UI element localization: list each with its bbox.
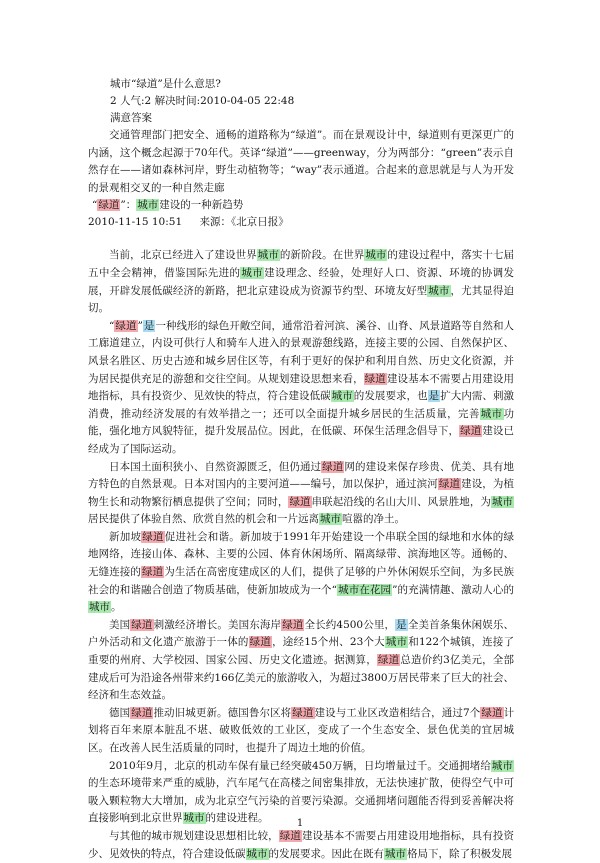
text-run: 计划将百年来原本脏乱不堪、破败低效的工业区，变成了一个生态安全、景色优美的宜居城区。在改善人民生活质量的同时，也提升了周边土地的价值。: [88, 706, 515, 754]
text-run: 建设基本不需要占用建设用地指标，具有投资少、见效快的特点，符合建设低碳: [88, 829, 515, 860]
highlight-city: 城市: [385, 847, 406, 860]
text-run: ”: [137, 319, 143, 332]
text-run: 喧嚣的净土。: [342, 513, 405, 526]
text-run: 功能，强化地方风貌特征，提升发展品位。因此，在低碳、环保生活理念倡导下，: [88, 407, 515, 438]
highlight-city: 城市: [320, 513, 341, 526]
text-run: 建设已经成为了国际运动。: [88, 425, 515, 455]
highlight-city: 城市: [246, 847, 268, 860]
highlight-city: 城市: [183, 812, 205, 825]
text-run: ，尤其显得迫切。: [88, 284, 515, 315]
article-source: 来源：《北京日报》: [199, 216, 289, 229]
article-title: “绿道”：城市建设的一种新趋势: [92, 199, 244, 212]
text-run: 与其他的城市规划建设思想相比较，: [109, 829, 279, 842]
text-run: 的建设进程。: [205, 812, 269, 825]
text-run: 总造价约3亿美元，全部建成后可为沿途各州带来约166亿美元的旅游收入，为超过3800万居民带来了巨大的社会、经济和生态效益。: [88, 654, 515, 702]
article-paragraph: [88, 318, 514, 459]
highlight-greenway: 绿道: [142, 566, 164, 579]
highlight-city: 城市: [257, 249, 279, 262]
highlight-city: 城市: [385, 636, 408, 649]
article-paragraph: [88, 617, 514, 705]
article-paragraph: [88, 247, 514, 317]
article-body: [88, 247, 514, 863]
answer-label: 满意答案: [110, 112, 152, 124]
text-run: 推动旧城更新。德国鲁尔区将: [153, 706, 292, 719]
highlight-city: 城市在花园: [338, 583, 392, 596]
text-run: 和122个城镇，连接了重要的州府、大学校园、国家公园、历史文化遗迹。据测算，: [88, 636, 515, 667]
highlight-city: 城市: [491, 495, 514, 508]
question-title: 城市“绿道”是什么意思?: [110, 78, 221, 90]
text-run: 的新阶段。在世界: [279, 249, 365, 262]
highlight-greenway: 绿道: [292, 706, 314, 719]
highlight-city: 城市: [428, 284, 450, 297]
article-paragraph: [88, 529, 514, 617]
highlight-greenway: 绿道: [279, 829, 301, 842]
highlight-city: 城市: [365, 249, 387, 262]
question-meta: 2 人气:2 解决时间:2010-04-05 22:48: [110, 95, 295, 107]
highlight-greenway: 绿道: [282, 618, 304, 631]
highlight-city: 城市: [241, 266, 264, 279]
text-run: 促进社会和谐。新加坡于1991年开始建设一个串联全国的绿地和水体的绿地网络，连接山体、森林、主要的公园、体育休闲场所、隔离绿带、滨海地区等。通畅的、无缝连接的: [88, 530, 515, 579]
text-run: 全美首条集休闲娱乐、户外活动和文化遗产旅游于一体的: [88, 618, 515, 649]
article-date: 2010-11-15 10:51: [88, 216, 183, 229]
text-run: 扩大内需、刺激消费，推动经济发展的有效举措之一；还可以全面提升城乡居民的生活质量，完善: [88, 390, 515, 420]
text-run: 建设基本不需要占用建设用地指标，具有投资少、见效快的特点，符合建设低碳: [88, 372, 515, 403]
text-run: 的建设过程中，落实十七届五中全会精神，借鉴国际先进的: [88, 249, 515, 279]
highlight-greenway: 绿道: [364, 372, 386, 385]
highlight-greenway: 绿道: [481, 706, 503, 719]
highlight-is: 是: [428, 390, 440, 403]
text-run: 全长约4500公里，: [304, 618, 396, 631]
text-run: 的生态环境带来严重的威胁，汽车尾气在高楼之间密集排放，无法快速扩散，使得空气中可吸入颗粒物大大增加，成为北京空气污染的首要污染源。交通拥堵问题能否得到妥善解决将直接影响到北京世界: [88, 777, 514, 825]
highlight-greenway: 绿道: [131, 706, 153, 719]
highlight-city: 城市: [491, 759, 513, 772]
highlight-greenway: 绿道: [289, 495, 311, 508]
text-run: 的发展要求。因此在既有: [268, 847, 384, 860]
highlight-city: 城市: [480, 407, 503, 420]
text-run: 刺激经济增长。美国东海岸: [153, 618, 282, 631]
highlight-is: 是: [143, 319, 155, 332]
highlight-greenway: 绿道: [460, 425, 482, 438]
text-run: ，途经15个州、23个大: [272, 636, 385, 649]
text-run: ”的充满情趣、激动人心的: [392, 583, 514, 596]
text-run: 。: [111, 601, 122, 614]
text-run: 德国: [109, 706, 131, 719]
highlight-city: 城市: [137, 199, 159, 212]
text-run: 串联起沿线的名山大川、风景胜地，为: [311, 495, 491, 508]
text-run: 网的建设来保存珍贵、优美、具有地方特色的自然景观。日本对国内的主要河道——编号，加以保护，通过滨河: [88, 460, 515, 491]
text-run: 格局下，除了积极发展: [407, 847, 512, 860]
text-run: 当前，北京已经进入了建设世界: [109, 249, 257, 262]
page-number: 1: [296, 818, 304, 829]
article-date-source: [88, 214, 514, 231]
text-run: 新加坡: [109, 530, 142, 543]
highlight-greenway: 绿道: [377, 654, 400, 667]
highlight-greenway: 绿道: [98, 199, 120, 212]
text-run: 建设，为植物生长和动物繁衍栖息提供了空间；同时，: [88, 478, 515, 508]
highlight-is: 是: [396, 618, 407, 631]
text-run: 居民提供了体验自然、欣赏自然的机会和一片远离: [88, 513, 319, 526]
highlight-greenway: 绿道: [438, 478, 461, 491]
highlight-city: 城市: [89, 601, 110, 614]
answer-text: 交通管理部门把安全、通畅的道路称为“绿道”。而在景观设计中，绿道则有更深更广的内涵，这个概念起源于70年代。英译“绿道”——greenway，分为两部分：“green”表示自然存在——诸如森林河岸，野生动植物等；“way”表示通道。合起来的意思就是与人为开发的景观相交叉的一种自然走廊: [88, 129, 514, 194]
text-run: 一种线形的绿色开敞空间，通常沿着河滨、溪谷、山脊、风景道路等自然和人工廊道建立，内设可供行人和骑车人进入的景观游憩线路，连接主要的公园、自然保护区、风景名胜区、历史古迹和城乡居住区等，有利于更好的保护和利用自然、历史文化资源，并为居民提供充足的游憩和交往空间。从规划建设思想来看，: [88, 319, 515, 385]
article-paragraph: [88, 705, 514, 758]
article-paragraph: [88, 459, 514, 529]
highlight-greenway: 绿道: [115, 319, 137, 332]
highlight-city: 城市: [331, 390, 353, 403]
text-run: 为生活在高密度建成区的人们，提供了足够的户外休闲娱乐空间，为多民族社会的和谐融合创造了物质基础，使新加坡成为一个“: [88, 566, 515, 596]
highlight-greenway: 绿道: [322, 460, 344, 473]
text-run: 日本国土面积狭小、自然资源匮乏，但仍通过: [109, 460, 322, 473]
text-run: 的发展要求，也: [353, 390, 428, 403]
highlight-greenway: 绿道: [131, 618, 153, 631]
text-run: “: [109, 319, 115, 332]
text-run: 建设理念、经验，处理好人口、资源、环境的协调发展，开辟发展低碳经济的新路，把北京建设成为资源节约型、环境友好型: [88, 266, 515, 297]
text-run: 2010年9月，北京的机动车保有量已经突破450万辆，日均增量过千。交通拥堵给: [109, 759, 491, 772]
highlight-greenway: 绿道: [249, 636, 272, 649]
text-run: 建设与工业区改造相结合，通过7个: [314, 706, 481, 719]
highlight-greenway: 绿道: [142, 530, 164, 543]
article-paragraph: [88, 828, 514, 863]
text-run: 美国: [109, 618, 131, 631]
